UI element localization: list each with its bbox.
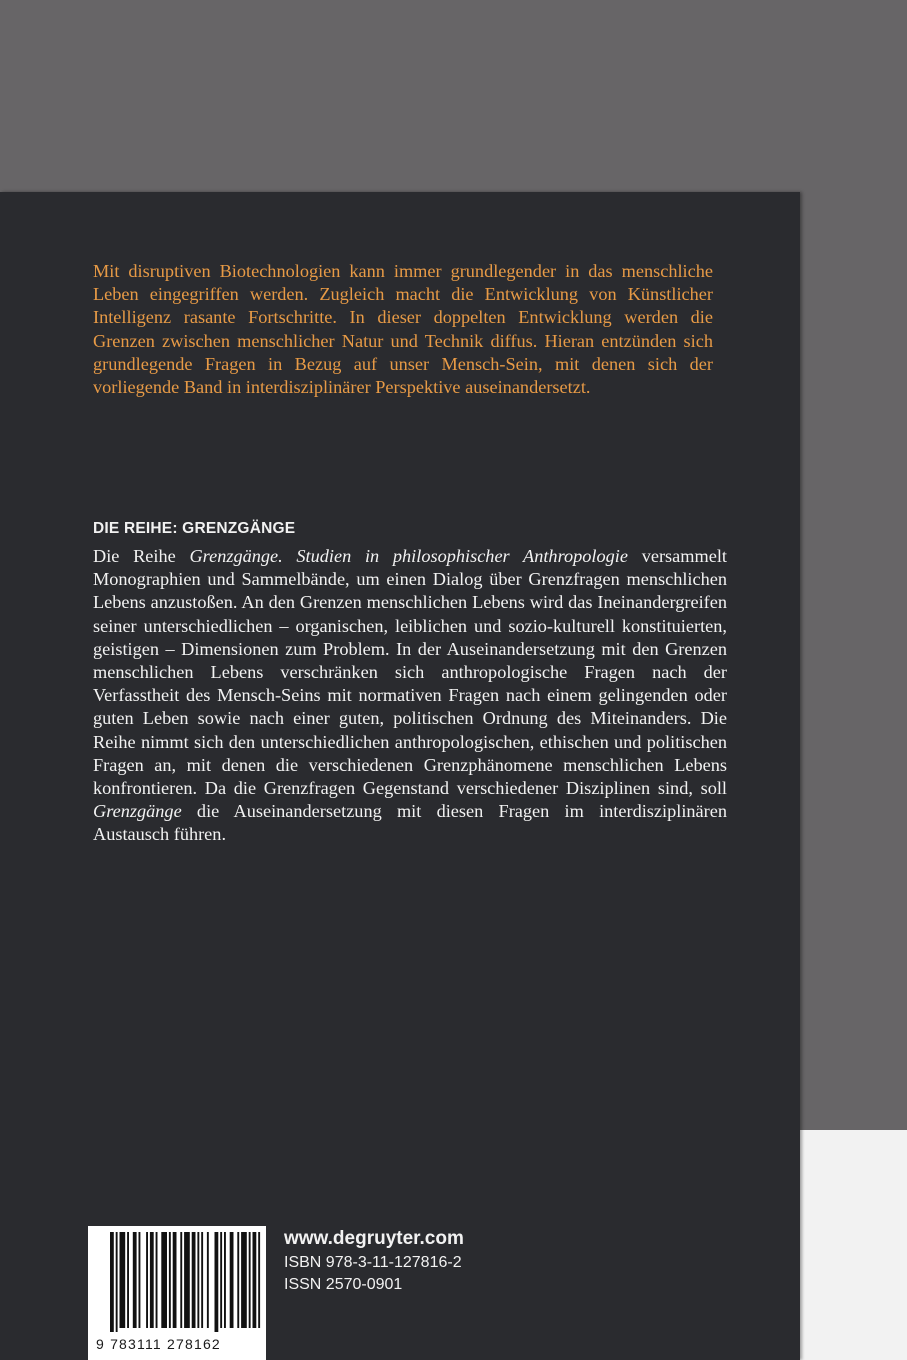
barcode-bar <box>207 1232 209 1328</box>
book-back-cover <box>0 192 800 1360</box>
barcode-bar <box>249 1232 251 1328</box>
publisher-url: www.degruyter.com <box>284 1228 464 1249</box>
barcode-bar <box>139 1232 141 1328</box>
background-light-panel <box>800 1130 907 1360</box>
barcode-bar <box>192 1232 196 1328</box>
series-description <box>93 545 727 847</box>
publisher-info <box>284 1226 464 1296</box>
barcode-bar <box>197 1232 199 1328</box>
barcode-bar <box>156 1232 158 1328</box>
barcode-bar <box>237 1232 239 1328</box>
barcode-bar <box>220 1232 222 1328</box>
barcode-bar <box>241 1232 247 1328</box>
barcode-bar <box>146 1232 148 1328</box>
barcode-bar <box>253 1232 257 1328</box>
barcode-bar <box>161 1232 167 1328</box>
barcode-bar <box>224 1232 226 1328</box>
barcode-bar <box>110 1232 114 1332</box>
barcode-bar <box>173 1232 177 1328</box>
barcode-bar <box>133 1232 137 1328</box>
series-text-part-2: die Auseinandersetzung mit diesen Fragen im interdisziplinären Austausch führen. <box>93 801 727 845</box>
series-heading: DIE REIHE: GRENZGÄNGE <box>93 520 296 537</box>
barcode-bar <box>169 1232 171 1328</box>
barcode-digits: 9 783111 278162 <box>96 1336 221 1352</box>
barcode-bar <box>120 1232 126 1328</box>
barcode-bar <box>180 1232 182 1328</box>
issn: ISSN 2570-0901 <box>284 1276 403 1293</box>
barcode-bar <box>116 1232 118 1332</box>
barcode-bar <box>150 1232 154 1328</box>
barcode-bars <box>88 1226 266 1338</box>
barcode-bar <box>215 1232 219 1332</box>
barcode-bar <box>201 1232 203 1328</box>
barcode <box>88 1226 266 1360</box>
series-title: Grenzgänge. Studien in philosophischer Anthropologie <box>189 546 628 566</box>
series-intro: Die Reihe <box>93 546 190 566</box>
series-text-part-1: versammelt Monographien und Sammelbände, um einen Dialog über Grenzfragen menschlichen Lebens anzustoßen. An den Grenzen menschlichen Lebens wird das Ineinandergreifen seiner unterschiedlichen – organischen, leiblichen und sozio-kulturell konstituierten, geistigen – Dimensionen zum Problem. In der Auseinandersetzung mit den Grenzen menschlichen Lebens verschränken sich anthropologische Fragen nach der Verfasstheit des Mensch-Seins mit normativen Fragen nach einem gelingenden oder guten Leben sowie nach einer guten, politischen Ordnung des Miteinanders. Die Reihe nimmt sich den unterschiedlichen anthropologischen, ethischen und politischen Fragen an, mit denen die verschiedenen Grenzphänomene menschlichen Lebens konfrontieren. Da die Grenzfragen Gegenstand verschiedener Disziplinen sind, soll <box>93 546 727 799</box>
series-name: Grenzgänge <box>93 801 182 822</box>
blurb-text: Mit disruptiven Biotechnologien kann immer grundlegender in das menschliche Leben eingegriffen werden. Zugleich macht die Entwicklung von Künstlicher Intelligenz rasante Fortschritte. In dieser doppelten Entwicklung werden die Grenzen zwischen menschlicher Natur und Technik diffus. Hieran entzünden sich grundlegende Fragen in Bezug auf unser Mensch-Sein, mit denen sich der vorliegende Band in interdisziplinärer Perspektive auseinandersetzt. <box>93 261 713 398</box>
barcode-bar <box>230 1232 234 1328</box>
isbn: ISBN 978-3-11-127816-2 <box>284 1254 462 1271</box>
barcode-bar <box>127 1232 129 1328</box>
barcode-bar <box>258 1232 260 1328</box>
barcode-bar <box>184 1232 190 1328</box>
